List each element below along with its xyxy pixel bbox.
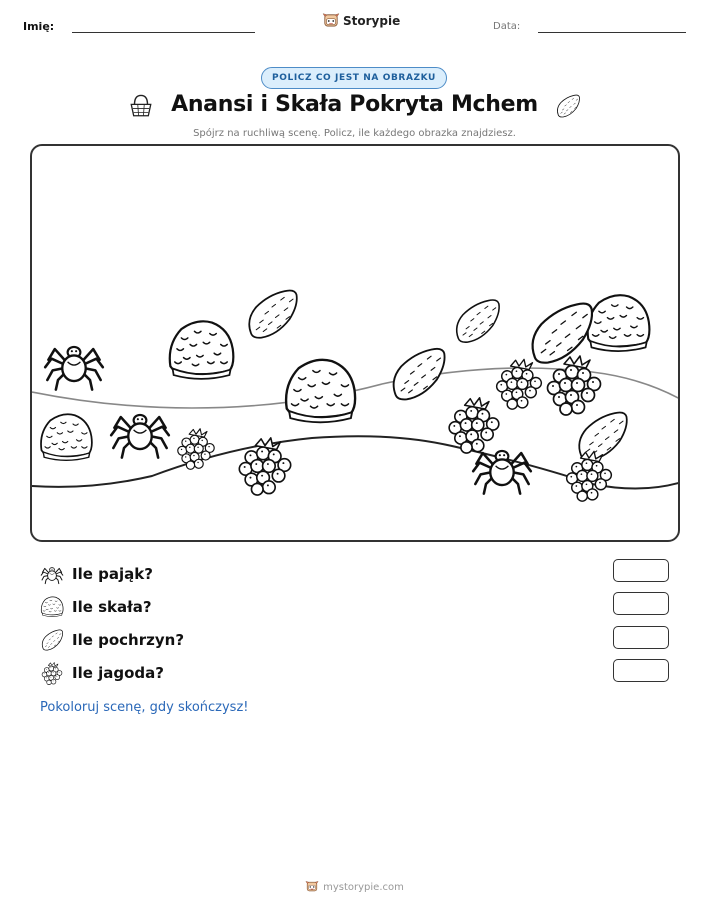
yam-icon <box>394 349 445 400</box>
question-row <box>40 562 153 586</box>
name-label: Imię: <box>23 20 55 33</box>
page-subtitle: Spójrz na ruchliwą scenę. Policz, ile każdego obrazka znajdziesz. <box>193 128 516 139</box>
spider-icon <box>40 562 64 586</box>
counting-scene <box>30 144 680 542</box>
berry-icon <box>178 429 214 470</box>
footer-url[interactable]: mystorypie.com <box>323 881 404 893</box>
question-row <box>40 595 152 619</box>
answer-box[interactable] <box>613 659 669 682</box>
berry-icon <box>567 451 612 501</box>
mascot-icon <box>305 880 319 894</box>
spider-icon <box>473 451 531 494</box>
yam-icon <box>249 290 297 337</box>
berry-icon <box>239 438 290 495</box>
question-text: Ile pochrzyn? <box>72 631 185 649</box>
date-label: Data: <box>493 21 521 32</box>
yam-icon <box>555 93 581 119</box>
brand-name: Storypie <box>343 14 401 28</box>
berry-icon <box>40 661 64 685</box>
berry-icon <box>497 359 542 409</box>
brand-logo <box>322 12 400 30</box>
berry-icon <box>548 356 601 415</box>
yam-icon <box>40 628 64 652</box>
spider-icon <box>45 347 103 390</box>
question-text: Ile skała? <box>72 598 152 616</box>
coloring-instruction: Pokoloruj scenę, gdy skończysz! <box>40 700 249 715</box>
rock-icon <box>170 321 234 379</box>
rock-icon <box>286 360 355 423</box>
rock-icon <box>41 414 92 460</box>
footer <box>0 880 709 894</box>
mascot-icon <box>322 12 340 30</box>
question-text: Ile jagoda? <box>72 664 164 682</box>
question-row <box>40 628 184 652</box>
answer-box[interactable] <box>613 626 669 649</box>
rock-icon <box>588 295 650 351</box>
page-title: Anansi i Skała Pokryta Mchem <box>171 92 538 117</box>
spider-icon <box>111 415 169 458</box>
answer-box[interactable] <box>613 592 669 615</box>
scene-illustration <box>32 146 680 542</box>
berry-icon <box>449 398 499 453</box>
answer-box[interactable] <box>613 559 669 582</box>
rock-icon <box>40 595 64 619</box>
yam-icon <box>533 304 592 363</box>
date-field[interactable] <box>538 32 686 33</box>
activity-badge: POLICZ CO JEST NA OBRAZKU <box>261 67 447 89</box>
yam-icon <box>457 300 499 342</box>
question-text: Ile pająk? <box>72 565 153 583</box>
name-field[interactable] <box>72 32 255 33</box>
question-row <box>40 661 164 685</box>
